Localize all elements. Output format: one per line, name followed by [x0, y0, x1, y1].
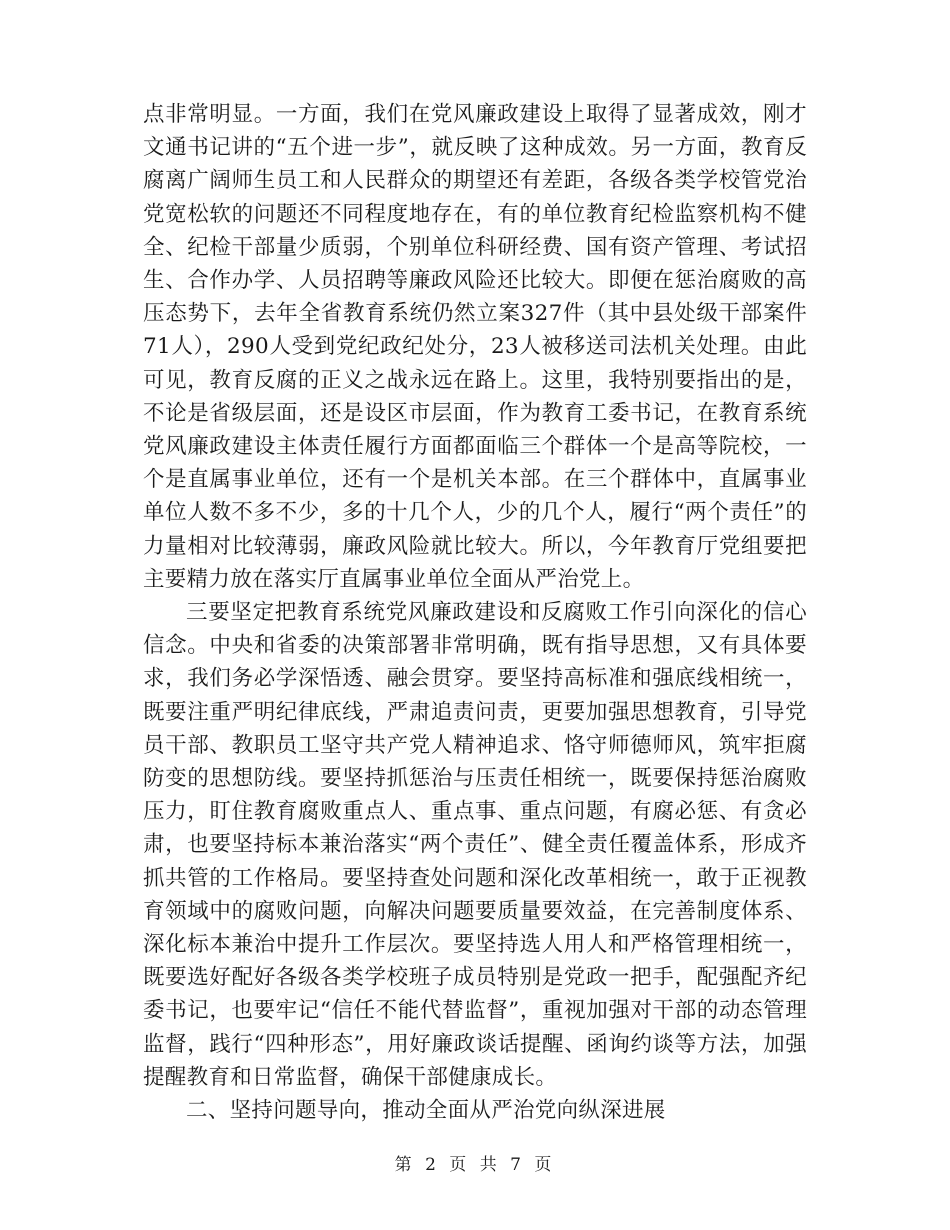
- page-number-footer: 第 2 页 共 7 页: [394, 1155, 556, 1175]
- document-body: [143, 98, 807, 1127]
- paragraph-three-firm-belief: 三要坚定把教育系统党风廉政建设和反腐败工作引向深化的信心信念。中央和省委的决策部署非常明确，既有指导思想，又有具体要求，我们务必学深悟透、融会贯穿。要坚持高标准和强底线相统一，既要注重严明纪律底线，严肃追责问责，更要加强思想教育，引导党员干部、教职员工坚守共产党人精神追求、恪守师德师风，筑牢拒腐防变的思想防线。要坚持抓惩治与压责任相统一，既要保持惩治腐败压力，盯住教育腐败重点人、重点事、重点问题，有腐必惩、有贪必肃，也要坚持标本兼治落实“两个责任”、健全责任覆盖体系，形成齐抓共管的工作格局。要坚持查处问题和深化改革相统一，敢于正视教育领域中的腐败问题，向解决问题要质量要效益，在完善制度体系、深化标本兼治中提升工作层次。要坚持选人用人和严格管理相统一，既要选好配好各级各类学校班子成员特别是党政一把手，配强配齐纪委书记，也要牢记“信任不能代替监督”，重视加强对干部的动态管理监督，践行“四种形态”，用好廉政谈话提醒、函询约谈等方法，加强提醒教育和日常监督，确保干部健康成长。: [143, 600, 807, 1090]
- section-heading: 二、坚持问题导向，推动全面从严治党向纵深进展: [186, 1098, 666, 1124]
- paragraph-continued: 点非常明显。一方面，我们在党风廉政建设上取得了显著成效，刚才文通书记讲的“五个进一步”，就反映了这种成效。另一方面，教育反腐离广阔师生员工和人民群众的期望还有差距，各级各类学校管党治党宽松软的问题还不同程度地存在，有的单位教育纪检监察机构不健全、纪检干部量少质弱，个别单位科研经费、国有资产管理、考试招生、合作办学、人员招聘等廉政风险还比较大。即便在惩治腐败的高压态势下，去年全省教育系统仍然立案327件（其中县处级干部案件71人），290人受到党纪政纪处分，23人被移送司法机关处理。由此可见，教育反腐的正义之战永远在路上。这里，我特别要指出的是，不论是省级层面，还是设区市层面，作为教育工委书记，在教育系统党风廉政建设主体责任履行方面都面临三个群体一个是高等院校，一个是直属事业单位，还有一个是机关本部。在三个群体中，直属事业单位人数不多不少，多的十几个人，少的几个人，履行“两个责任”的力量相对比较薄弱，廉政风险就比较大。所以，今年教育厅党组要把主要精力放在落实厅直属事业单位全面从严治党上。: [143, 102, 807, 592]
